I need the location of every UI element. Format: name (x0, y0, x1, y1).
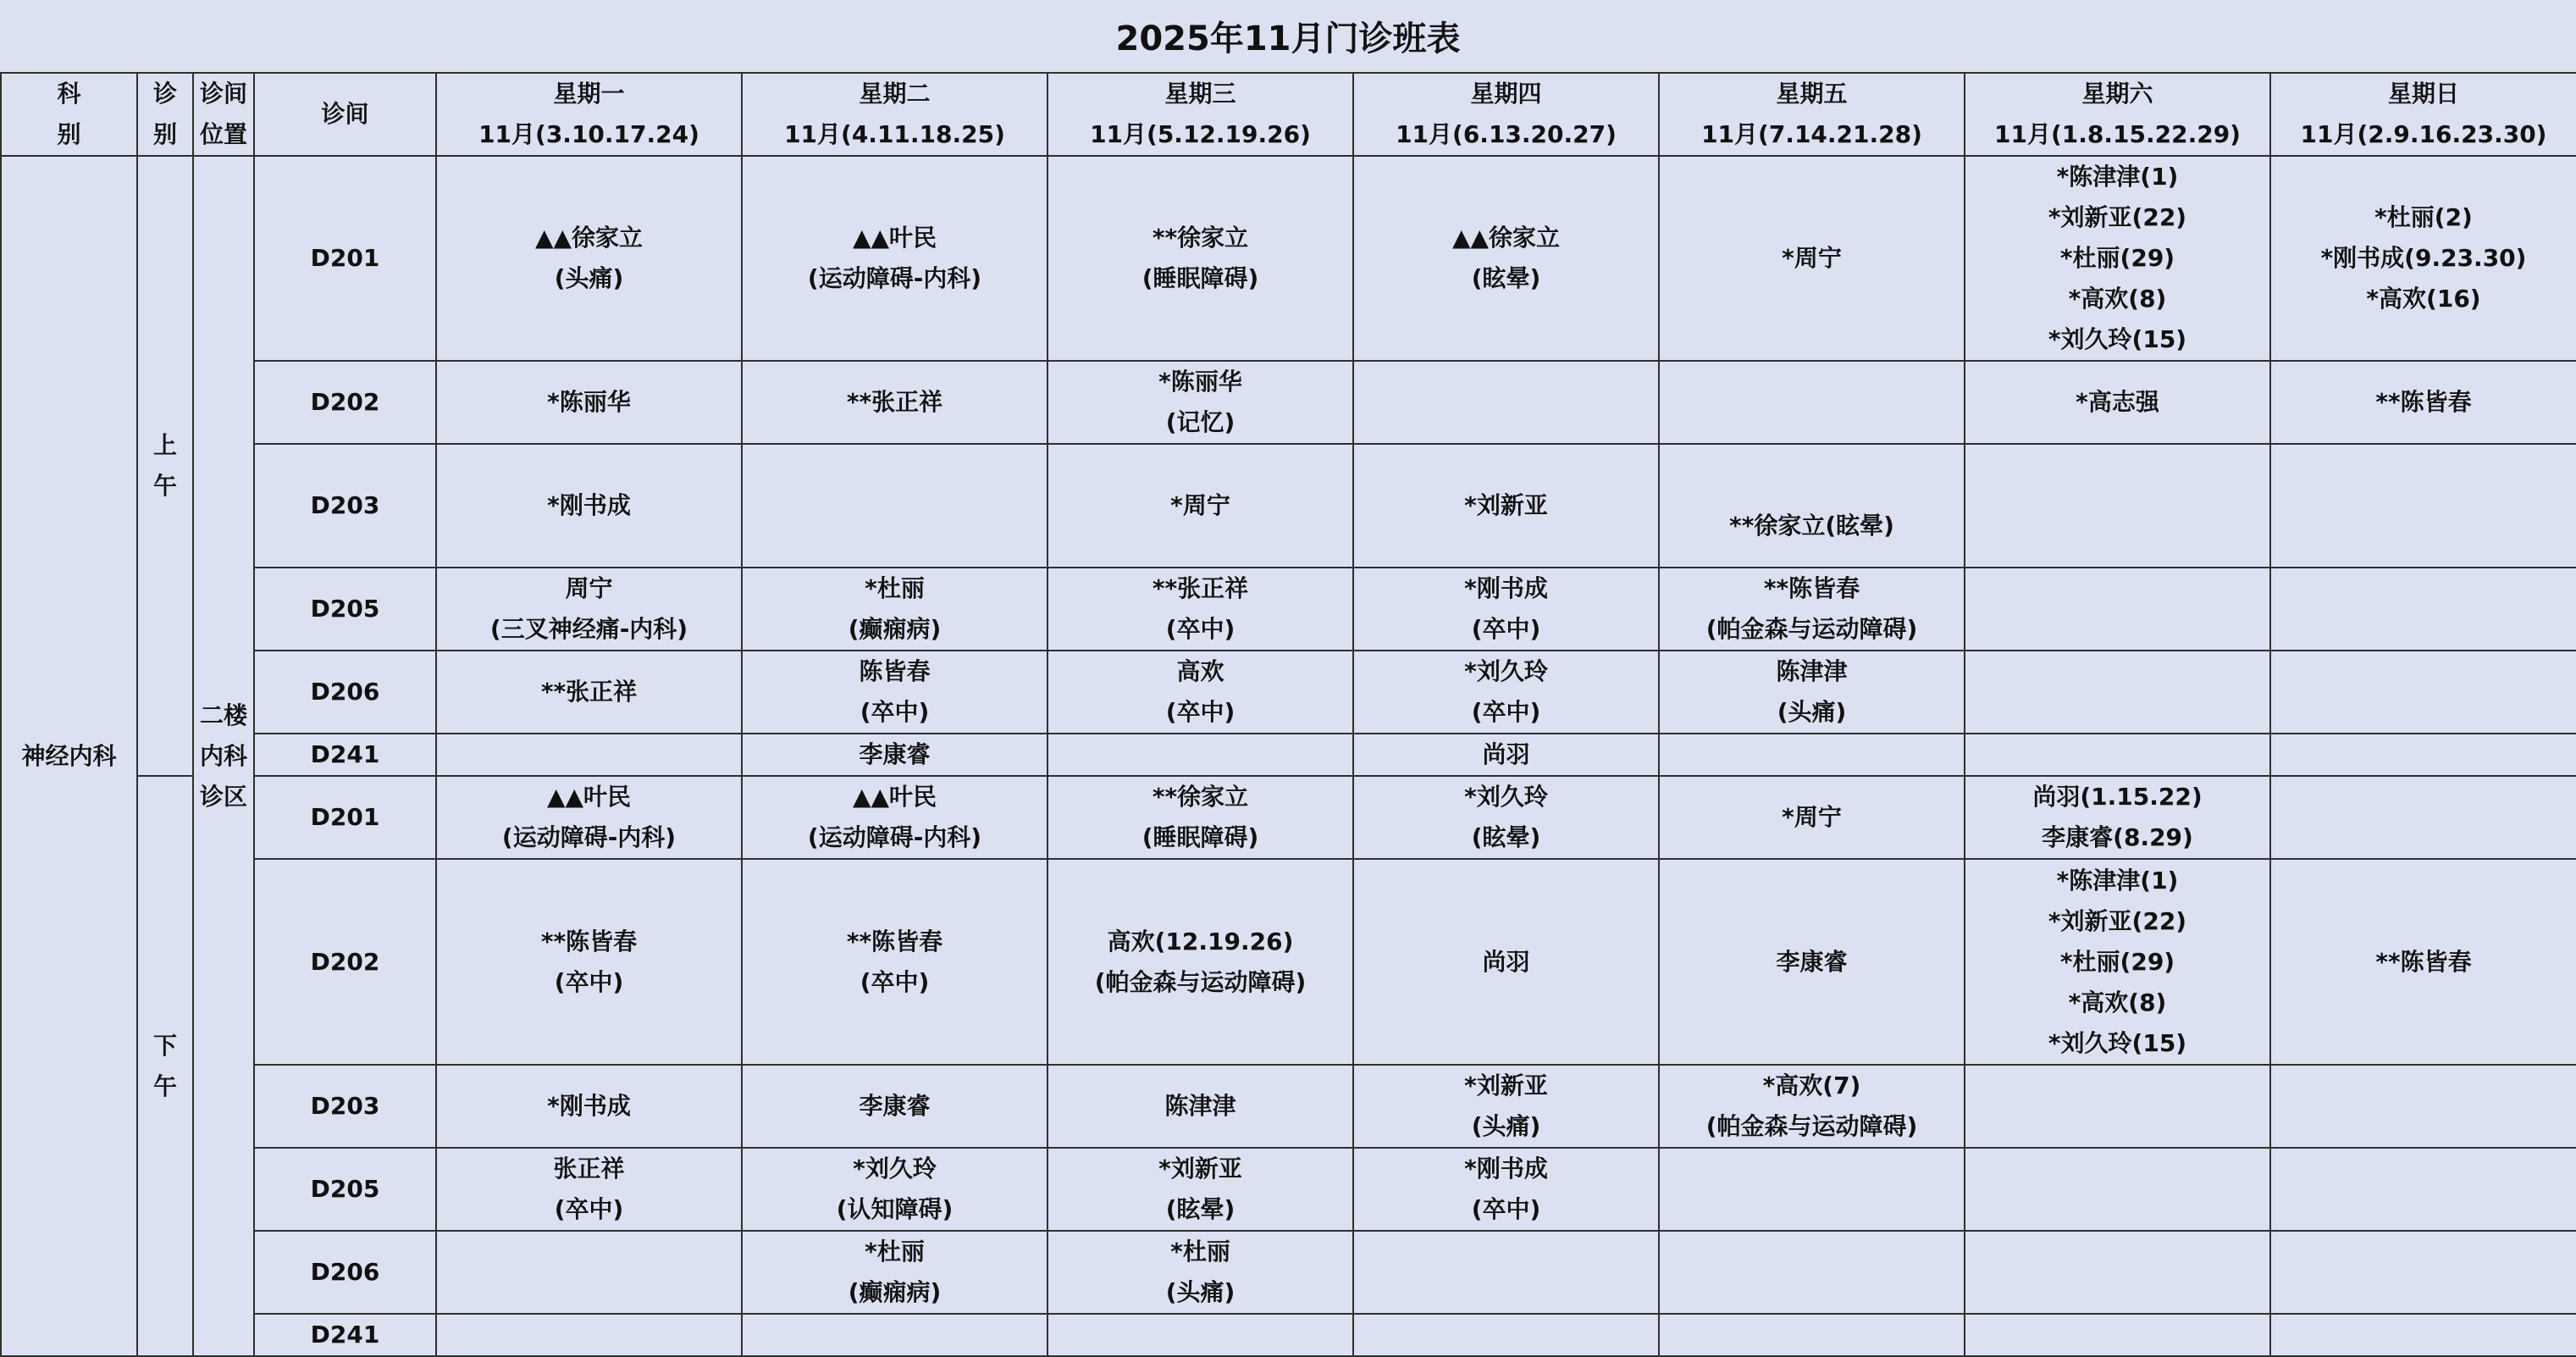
doctor-entry: *刘新亚(22) (2048, 906, 2187, 935)
doctor-entry: 陈津津 (1164, 1092, 1236, 1120)
schedule-cell (2270, 156, 2576, 361)
schedule-cell (1965, 361, 2270, 444)
schedule-cell (436, 1314, 742, 1356)
room-cell: D201 (254, 156, 436, 361)
doctor-entry: (运动障碍-内科) (807, 264, 982, 292)
schedule-cell (1048, 734, 1353, 776)
header-day (1353, 73, 1659, 156)
schedule-cell (1965, 568, 2270, 651)
doctor-entry: (运动障碍-内科) (807, 823, 982, 851)
doctor-entry: *高欢(8) (2068, 988, 2167, 1016)
doctor-entry: 周宁 (565, 574, 613, 602)
schedule-cell (2270, 1065, 2576, 1148)
doctor-entry: *刘久玲 (1464, 783, 1548, 811)
doctor-entry: (眩晕) (1471, 264, 1541, 292)
room-cell: D202 (254, 361, 436, 444)
schedule-cell (1659, 651, 1965, 734)
doctor-entry: *刚书成 (1464, 1155, 1548, 1183)
schedule-cell (1048, 156, 1353, 361)
day-dates: 11月(2.9.16.23.30) (2300, 120, 2547, 148)
location-line: 二楼 (199, 701, 247, 729)
doctor-entry: *杜丽 (1170, 1238, 1230, 1266)
doctor-entry: (卒中) (1471, 1195, 1541, 1223)
header-day (1965, 73, 2270, 156)
day-dates: 11月(3.10.17.24) (478, 120, 699, 148)
schedule-cell (1965, 1148, 2270, 1231)
doctor-entry: 李康睿(8.29) (2042, 823, 2193, 851)
schedule-cell (1048, 568, 1353, 651)
schedule-row (1, 1065, 2576, 1148)
schedule-cell (1048, 651, 1353, 734)
schedule-cell (1353, 651, 1659, 734)
doctor-entry: (头痛) (554, 264, 624, 292)
doctor-entry: *杜丽(2) (2374, 203, 2473, 231)
doctor-entry: *陈津津(1) (2056, 866, 2179, 895)
schedule-cell (1048, 361, 1353, 444)
doctor-entry: **陈皆春 (2375, 388, 2472, 416)
doctor-entry: *刚书成(9.23.30) (2320, 244, 2527, 272)
doctor-entry: 陈津津 (1776, 657, 1848, 685)
day-dates: 11月(6.13.20.27) (1396, 120, 1617, 148)
schedule-row (1, 361, 2576, 444)
schedule-cell (436, 156, 742, 361)
doctor-entry: 尚羽(1.15.22) (2032, 783, 2203, 811)
schedule-cell (742, 859, 1048, 1065)
doctor-entry: (三叉神经痛-内科) (489, 615, 688, 643)
schedule-cell (436, 1148, 742, 1231)
schedule-cell (436, 444, 742, 568)
header-location-line: 位置 (199, 120, 247, 148)
doctor-entry: (卒中) (554, 967, 624, 996)
schedule-cell (436, 651, 742, 734)
schedule-cell (2270, 568, 2576, 651)
schedule-cell (1965, 651, 2270, 734)
room-cell: D202 (254, 859, 436, 1065)
doctor-entry: **徐家立 (1152, 224, 1249, 252)
schedule-cell (1659, 1148, 1965, 1231)
schedule-row (1, 444, 2576, 568)
schedule-cell (1048, 1148, 1353, 1231)
schedule-cell (1353, 776, 1659, 859)
schedule-cell (1659, 734, 1965, 776)
schedule-cell (1353, 568, 1659, 651)
schedule-cell (1659, 444, 1965, 568)
schedule-row (1, 156, 2576, 361)
session-char: 上 (152, 431, 177, 459)
doctor-entry: *刘新亚(22) (2048, 203, 2187, 231)
doctor-entry: *高欢(16) (2366, 285, 2481, 313)
schedule-cell (1659, 361, 1965, 444)
schedule-cell (1353, 1148, 1659, 1231)
doctor-entry: (运动障碍-内科) (501, 823, 677, 851)
doctor-entry: **张正祥 (1152, 574, 1249, 602)
room-cell: D206 (254, 651, 436, 734)
schedule-table (0, 72, 2576, 1357)
schedule-cell (1659, 1314, 1965, 1356)
schedule-cell (2270, 361, 2576, 444)
doctor-entry: (头痛) (1471, 1112, 1541, 1140)
doctor-entry: *陈津津(1) (2056, 163, 2179, 191)
schedule-cell (1965, 859, 2270, 1065)
header-session (137, 73, 193, 156)
doctor-entry: 李康睿 (1776, 947, 1848, 976)
doctor-entry: **张正祥 (540, 678, 638, 706)
doctor-entry: **张正祥 (846, 388, 943, 416)
doctor-entry: *周宁 (1782, 803, 1842, 831)
day-dates: 11月(4.11.18.25) (784, 120, 1005, 148)
schedule-cell (1048, 859, 1353, 1065)
doctor-entry: *刘新亚 (1464, 1072, 1548, 1099)
department-cell: 神经内科 (1, 156, 137, 1356)
doctor-entry: ▲▲叶民 (852, 224, 937, 252)
schedule-row (1, 1314, 2576, 1356)
schedule-cell (1353, 1065, 1659, 1148)
room-cell: D203 (254, 1065, 436, 1148)
schedule-cell (1353, 156, 1659, 361)
doctor-entry: *刘久玲(15) (2048, 325, 2187, 353)
doctor-entry: (卒中) (554, 1195, 624, 1223)
schedule-cell (742, 1231, 1048, 1314)
schedule-cell (1659, 1065, 1965, 1148)
schedule-cell (436, 859, 742, 1065)
doctor-entry: ▲▲徐家立 (534, 224, 644, 252)
schedule-row (1, 859, 2576, 1065)
header-session-char: 诊 (152, 80, 177, 108)
schedule-cell (742, 776, 1048, 859)
schedule-cell (2270, 734, 2576, 776)
doctor-entry: (睡眠障碍) (1142, 823, 1259, 851)
schedule-cell (1048, 1314, 1353, 1356)
doctor-entry: (帕金森与运动障碍) (1705, 1112, 1918, 1140)
header-department-char: 别 (57, 120, 81, 148)
schedule-cell (436, 734, 742, 776)
room-cell: D241 (254, 734, 436, 776)
doctor-entry: 陈皆春 (859, 657, 931, 685)
session-char: 下 (152, 1031, 177, 1060)
schedule-cell (742, 1148, 1048, 1231)
doctor-entry: *刘新亚 (1158, 1155, 1242, 1183)
header-day (742, 73, 1048, 156)
room-cell: D201 (254, 776, 436, 859)
day-name: 星期三 (1164, 80, 1236, 108)
doctor-entry: *杜丽(29) (2059, 244, 2175, 272)
schedule-cell (1048, 444, 1353, 568)
schedule-row (1, 1231, 2576, 1314)
schedule-cell (436, 776, 742, 859)
schedule-cell (2270, 776, 2576, 859)
doctor-entry: 尚羽 (1482, 740, 1530, 768)
day-name: 星期六 (2081, 80, 2153, 108)
doctor-entry: 李康睿 (859, 1092, 931, 1120)
doctor-entry: *刚书成 (547, 491, 631, 519)
header-day (1659, 73, 1965, 156)
doctor-entry: *陈丽华 (1158, 368, 1242, 396)
doctor-entry: (睡眠障碍) (1142, 264, 1259, 292)
header-day (2270, 73, 2576, 156)
schedule-cell (1965, 1065, 2270, 1148)
doctor-entry: 李康睿 (859, 740, 931, 768)
day-name: 星期日 (2387, 80, 2459, 108)
schedule-cell (1659, 859, 1965, 1065)
header-session-char: 别 (152, 120, 177, 148)
doctor-entry: *刚书成 (547, 1092, 631, 1120)
schedule-cell (1965, 156, 2270, 361)
schedule-cell (742, 651, 1048, 734)
page-title: 2025年11月门诊班表 (1115, 19, 1461, 58)
doctor-entry: *刚书成 (1464, 574, 1548, 602)
schedule-cell (1965, 444, 2270, 568)
schedule-cell (742, 1314, 1048, 1356)
header-department (1, 73, 137, 156)
doctor-entry: *高志强 (2076, 388, 2159, 416)
schedule-cell (742, 361, 1048, 444)
schedule-cell (2270, 1314, 2576, 1356)
schedule-cell (742, 1065, 1048, 1148)
doctor-entry: (卒中) (1165, 698, 1235, 726)
doctor-entry: **陈皆春 (540, 927, 638, 955)
schedule-cell (1965, 734, 2270, 776)
schedule-cell (742, 156, 1048, 361)
doctor-entry: **陈皆春 (2375, 947, 2472, 976)
doctor-entry: **徐家立(眩晕) (1729, 512, 1894, 540)
header-day (436, 73, 742, 156)
doctor-entry: *杜丽 (865, 1238, 925, 1266)
schedule-cell (1965, 1231, 2270, 1314)
doctor-entry: 高欢 (1176, 657, 1224, 685)
session-char: 午 (152, 472, 177, 500)
day-dates: 11月(1.8.15.22.29) (1994, 120, 2241, 148)
schedule-cell (1353, 444, 1659, 568)
doctor-entry: *陈丽华 (547, 388, 631, 416)
doctor-entry: *刘久玲 (853, 1155, 937, 1183)
schedule-cell (1353, 1314, 1659, 1356)
session-cell (137, 776, 193, 1356)
schedule-row (1, 568, 2576, 651)
doctor-entry: **陈皆春 (1763, 574, 1860, 602)
schedule-cell (1965, 776, 2270, 859)
schedule-cell (2270, 444, 2576, 568)
schedule-cell (1353, 1231, 1659, 1314)
header-room: 诊间 (254, 73, 436, 156)
doctor-entry: (头痛) (1165, 1278, 1235, 1306)
schedule-cell (436, 568, 742, 651)
schedule-cell (1659, 776, 1965, 859)
session-char: 午 (152, 1072, 177, 1100)
header-day (1048, 73, 1353, 156)
schedule-cell (1659, 568, 1965, 651)
doctor-entry: *周宁 (1782, 244, 1842, 272)
session-cell (137, 156, 193, 776)
schedule-cell (436, 1231, 742, 1314)
doctor-entry: (癫痫病) (848, 1278, 942, 1306)
schedule-cell (1659, 156, 1965, 361)
doctor-entry: *杜丽 (865, 574, 925, 602)
doctor-entry: (卒中) (860, 698, 930, 726)
schedule-cell (2270, 1148, 2576, 1231)
schedule-row (1, 734, 2576, 776)
doctor-entry: *刘久玲(15) (2048, 1028, 2187, 1057)
doctor-entry: **徐家立 (1152, 783, 1249, 811)
doctor-entry: (头痛) (1777, 698, 1847, 726)
day-dates: 11月(5.12.19.26) (1090, 120, 1311, 148)
doctor-entry: 尚羽 (1482, 947, 1530, 976)
doctor-entry: *杜丽(29) (2059, 947, 2175, 976)
schedule-cell (436, 361, 742, 444)
day-dates: 11月(7.14.21.28) (1701, 120, 1922, 148)
header-department-char: 科 (57, 80, 81, 108)
day-name: 星期一 (553, 80, 625, 108)
header-location-line: 诊间 (199, 80, 247, 108)
header-location (193, 73, 254, 156)
doctor-entry: *刘久玲 (1464, 657, 1548, 685)
schedule-cell (1353, 361, 1659, 444)
doctor-entry: (记忆) (1165, 408, 1235, 436)
schedule-cell (1353, 859, 1659, 1065)
doctor-entry: (眩晕) (1471, 823, 1541, 851)
doctor-entry: (认知障碍) (836, 1195, 954, 1223)
doctor-entry: (帕金森与运动障碍) (1094, 967, 1307, 996)
schedule-row (1, 776, 2576, 859)
doctor-entry: (卒中) (860, 967, 930, 996)
schedule-cell (1048, 1231, 1353, 1314)
doctor-entry: (癫痫病) (848, 615, 942, 643)
header-row (1, 73, 2576, 156)
day-name: 星期五 (1776, 80, 1848, 108)
schedule-row (1, 651, 2576, 734)
schedule-cell (742, 734, 1048, 776)
schedule-cell (2270, 1231, 2576, 1314)
location-line: 内科 (199, 741, 247, 770)
doctor-entry: **陈皆春 (846, 927, 943, 955)
doctor-entry: *刘新亚 (1464, 491, 1548, 519)
schedule-cell (1965, 1314, 2270, 1356)
doctor-entry: (帕金森与运动障碍) (1705, 615, 1918, 643)
day-name: 星期四 (1470, 80, 1542, 108)
doctor-entry: 张正祥 (553, 1155, 625, 1183)
schedule-cell (436, 1065, 742, 1148)
doctor-entry: *高欢(8) (2068, 285, 2167, 313)
doctor-entry (1660, 465, 1964, 506)
doctor-entry: 高欢(12.19.26) (1107, 927, 1294, 955)
day-name: 星期二 (859, 80, 931, 108)
schedule-cell (742, 568, 1048, 651)
room-cell: D205 (254, 1148, 436, 1231)
doctor-entry: (卒中) (1471, 698, 1541, 726)
room-cell: D203 (254, 444, 436, 568)
schedule-cell (2270, 651, 2576, 734)
doctor-entry: *高欢(7) (1762, 1072, 1861, 1099)
doctor-entry: (眩晕) (1165, 1195, 1235, 1223)
doctor-entry: ▲▲叶民 (546, 783, 632, 811)
doctor-entry: *周宁 (1170, 491, 1230, 519)
doctor-entry: ▲▲徐家立 (1451, 224, 1561, 252)
location-cell (193, 156, 254, 1356)
schedule-row (1, 1148, 2576, 1231)
doctor-entry: ▲▲叶民 (852, 783, 937, 811)
room-cell: D241 (254, 1314, 436, 1356)
schedule-cell (1659, 1231, 1965, 1314)
schedule-cell (1353, 734, 1659, 776)
room-cell: D206 (254, 1231, 436, 1314)
doctor-entry: (卒中) (1471, 615, 1541, 643)
room-cell: D205 (254, 568, 436, 651)
schedule-cell (2270, 859, 2576, 1065)
schedule-cell (1048, 776, 1353, 859)
schedule-cell (742, 444, 1048, 568)
schedule-cell (1048, 1065, 1353, 1148)
doctor-entry: (卒中) (1165, 615, 1235, 643)
location-line: 诊区 (199, 782, 247, 811)
